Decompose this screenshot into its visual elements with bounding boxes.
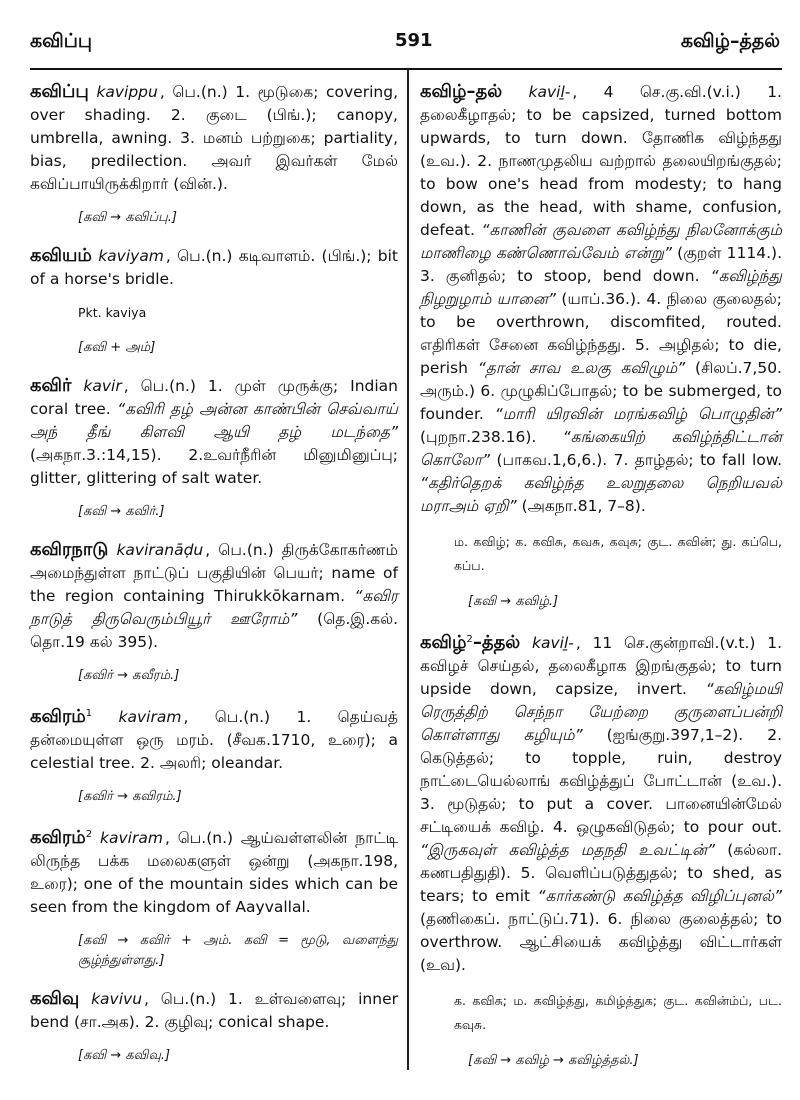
dictionary-entry (30, 538, 398, 654)
header-right-guideword: கவிழ்–த்தல் (680, 30, 780, 52)
headword: கவிழ்–தல் (420, 81, 503, 102)
definition-cont: (ஐங்குறு.397,1–2). 2. கெடுத்தல்; to topple, ruin, destroy நாட்டையெல்லாங் கவிழ்த்துப் போட்டான் (உவ.). 3. மூடுதல்; to put a cover. பானையின்மேல் சட்டியைக் கவிழ். 4. ஒழுகவிடுதல்; to pour out. (420, 726, 782, 837)
transliteration: kaviram (100, 829, 163, 848)
dictionary-entry (30, 823, 398, 919)
prakrit-cognate: Pkt. kaviya (78, 305, 147, 320)
quotation: “கவிழ்மயி ரெருத்திற் செந்நா யேற்றை குருளைப்பன்றி கொள்ளாது கழியும்” (420, 680, 782, 745)
headword: கவிரநாடு (30, 539, 109, 560)
transliteration: kavivu (91, 990, 143, 1009)
definition: ஆய்வள்ளலின் நாட்டி லிருந்த பக்க மலைகளுள் ஒன்று (அகநா.198, உரை); one of the mountain sides which can be seen from the kingdom of Aayvallal. (30, 829, 398, 917)
grammar-tag: , பெ.(n.) (123, 377, 196, 395)
dictionary-entry (30, 374, 398, 490)
definition-cont: (யாப்.36.). 4. நிலை குலைதல்; to be overthrown, discomfited, routed. எதிரிகள் சேனை கவிழ்ந்தது. 5. அழிதல்; to die, perish (420, 290, 782, 377)
headword: கவிப்பு (30, 81, 89, 102)
quotation: “கவிரி தழ் அன்ன காண்பின் செவ்வாய் அந் தீங் கிளவி ஆயி தழ் மடந்தை” (30, 400, 398, 441)
definition-cont: (பாகவ.1,6,6.). 7. தாழ்தல்; to fall low. (490, 451, 782, 469)
definition-cont: (அகநா.3.:14,15). 2.உவர்நீரின் மினுமினுப்பு; glitter, glittering of salt water. (30, 446, 398, 487)
transliteration: kaviḻ- (532, 634, 574, 653)
homonym-number: 2 (466, 634, 473, 645)
grammar-tag: , பெ.(n.) (164, 829, 234, 848)
headword: கவிரம் (30, 706, 86, 728)
definition: 1. கவிழச் செய்தல், தலைகீழாக இறங்குதல்; to turn upside down, capsize, invert. (420, 634, 783, 699)
definition: 1. தெய்வத் தன்மையுள்ள ஒரு மரம். (சீவக.1710, உரை); a celestial tree. 2. அலரி; oleandar. (30, 708, 398, 773)
grammar-tag: , பெ.(n.) (165, 247, 233, 265)
page-number: 591 (395, 30, 433, 51)
definition-cont: (புறநா.238.16). (420, 428, 563, 446)
quotation: “தான் சாவ உலகு கவிழும்” (477, 359, 686, 377)
transliteration: kaviram (118, 708, 182, 727)
dictionary-entry (30, 244, 398, 291)
headword: கவிழ் (420, 632, 467, 654)
definition: 1. உள்வளைவு; inner bend (சா.அக). 2. குழிவு; conical shape. (30, 990, 398, 1032)
transliteration: kaviyam (98, 247, 164, 265)
headword: கவிவு (30, 988, 80, 1010)
dictionary-entry (420, 80, 782, 518)
quotation: “கதிர்தெறக் கவிழ்ந்த உலறுதலை நெறியவல் மராஅம் ஏறி” (420, 474, 782, 515)
definition-cont: (தெ.இ.கல். தொ.19 கல் 395). (30, 610, 398, 651)
transliteration: kaviranāḍu (116, 541, 204, 559)
definition-cont: (கல்லா. கணபதிதுதி). 5. வெளிப்படுத்துதல்; to shed, as tears; to emit (420, 841, 783, 906)
etymology: [கவி + அம்] (78, 340, 156, 355)
quotation: “கார்கண்டு கவிழ்த்த விழிப்புனல்” (537, 887, 782, 906)
dictionary-entry (420, 628, 782, 977)
quotation: “கவிர நாடுத் திருவெரும்பியூர் ஊரோம்” (30, 587, 398, 628)
etymology: [கவி → கவிழ்.] (468, 594, 559, 609)
definition: 1. மூடுகை; covering, over shading. 2. குடை (பிங்.); canopy, umbrella, awning. 3. மனம் பற்றுகை; partiality, bias, predilection. அவர் இவர்கள் மேல் கவிப்பாயிருக்கிறார் (வின்.). (30, 83, 398, 193)
header-left-guideword: கவிப்பு (30, 30, 93, 52)
definition: கடிவாளம். (பிங்.); bit of a horse's bridle. (30, 247, 398, 288)
grammar-tag: , 4 செ.கு.வி.(v.i.) (572, 83, 741, 101)
headword: கவிரம் (30, 827, 86, 849)
etymology: [கவி → கவிழ் → கவிழ்த்தல்.] (468, 1053, 639, 1069)
headword: கவியம் (30, 245, 92, 266)
grammar-tag: , 11 செ.குன்றாவி.(v.t.) (575, 634, 756, 653)
definition: திருக்கோகர்ணம் அமைந்துள்ள நாட்டுப் பகுதியின் பெயர்; name of the region containing Thirukkōkarnam. (30, 541, 398, 605)
dictionary-entry (30, 987, 398, 1034)
homonym-number: 1 (85, 708, 93, 719)
etymology: [கவி → கவிவு.] (78, 1048, 171, 1064)
headword: கவிர் (30, 375, 72, 396)
transliteration: kaviḻ- (528, 83, 571, 101)
grammar-tag: , பெ.(n.) (183, 708, 271, 727)
etymology: [கவி → கவிப்பு.] (78, 210, 177, 225)
right-column (420, 80, 782, 1087)
quotation: “மாரி யிரவின் மரங்கவிழ் பொழுதின்” (494, 405, 782, 423)
dictionary-entry (30, 702, 398, 775)
transliteration: kavir (83, 377, 122, 395)
etymology: [கவிர் → கவீரம்.] (78, 668, 180, 683)
cognates: ம. கவிழ்; க. கவிசு, கவசு, கவுசு; குட. கவின்; து. கப்பெ, கப்ப. (454, 534, 782, 573)
etymology: [கவி → கவிர் + அம். கவி = மூடு, வளைந்து சூழ்ந்துள்ளது.] (78, 933, 398, 969)
definition-cont: (குறள் 1114.). 3. குனிதல்; to stoop, bend down. (420, 244, 782, 285)
quotation: “கவிழ்ந்து நிழறுழாம் யானை” (420, 267, 782, 308)
grammar-tag: , பெ.(n.) (205, 541, 274, 559)
dictionary-entry (30, 80, 398, 196)
header-rule (30, 68, 782, 70)
page-header (30, 30, 780, 60)
left-column (30, 80, 398, 1082)
definition-cont: (சிலப்.7,50. அரும்.) 6. முழுகிப்போதல்; to be submerged, to founder. (420, 359, 782, 423)
cognates: க. கவிசு; ம. கவிழ்த்து, கமிழ்த்துக; குட. கவின்ம்ப், பட. கவுசு. (454, 993, 782, 1033)
definition-cont: (அகநா.81, 7–8). (516, 497, 646, 515)
definition: 1. முள் முருக்கு; Indian coral tree. (30, 377, 398, 418)
grammar-tag: , பெ.(n.) (144, 990, 217, 1009)
column-divider (407, 70, 409, 1070)
grammar-tag: , பெ.(n.) (159, 83, 228, 101)
headword-suffix: –த்தல் (472, 632, 521, 654)
transliteration: kavippu (96, 83, 158, 101)
definition-cont: (தணிகைப். நாட்டுப்.71). 6. நிலை குலைத்தல்; to overthrow. ஆட்சியைக் கவிழ்த்து விட்டார்கள் (உவ). (420, 910, 782, 975)
quotation: “காணின் குவளை கவிழ்ந்து நிலனோக்கும் மாணிழை கண்ணொவ்வேம் என்று” (420, 221, 782, 262)
quotation: “இருகவுள் கவிழ்த்த மதநதி உவட்டின்” (420, 841, 716, 860)
quotation: “கங்கையிற் கவிழ்ந்திட்டான் கொலோ” (420, 428, 782, 469)
homonym-number: 2 (85, 829, 93, 841)
etymology: [கவிர் → கவிரம்.] (78, 789, 182, 805)
etymology: [கவி → கவிர்.] (78, 504, 165, 519)
definition: 1. தலைகீழாதல்; to be capsized, turned bottom upwards, to turn down. தோணிக விழ்ந்தது (உவ.). 2. நாணமுதலிய வற்றால் தலையிறங்குதல்; to bow one's head from modesty; to hang down, as the head, with shame, confusion, defeat. (420, 83, 782, 239)
